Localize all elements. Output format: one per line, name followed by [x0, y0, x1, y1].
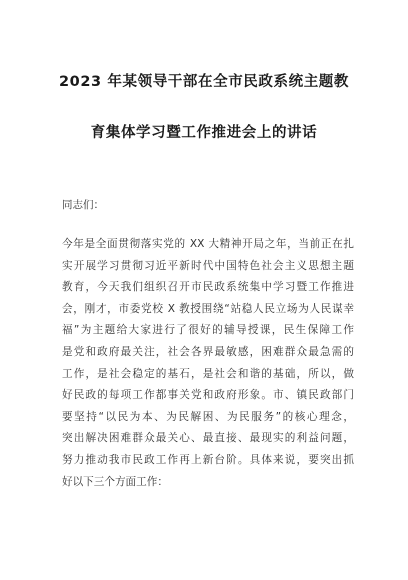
paragraph-line: 教育，今天我们组织召开市民政系统集中学习暨工作推进 [62, 281, 354, 294]
paragraph-line: 好以下三个方面工作： [62, 475, 168, 488]
paragraph-line: 会，刚才，市委党校 X 教授围绕“站稳人民立场为人民谋幸 [62, 302, 354, 315]
document-title-line-2: 育集体学习暨工作推进会上的讲话 [90, 125, 318, 141]
paragraph-line: 实开展学习贯彻习近平新时代中国特色社会主义思想主题 [62, 259, 354, 272]
paragraph-line: 今年是全面贯彻落实党的 XX 大精神开局之年，当前正在扎 [62, 238, 354, 250]
paragraph-line: 要坚持“以民为本、为民解困、为民服务”的核心理念， [62, 410, 354, 423]
paragraph-line: 福”为主题给大家进行了很好的辅导授课，民生保障工作 [62, 324, 354, 337]
greeting: 同志们： [62, 199, 104, 211]
body-paragraph [62, 234, 354, 493]
document-title-line-1: 2023 年某领导干部在全市民政系统主题教 [58, 74, 349, 90]
paragraph-line: 努力推动我市民政工作再上新台阶。具体来说，要突出抓 [62, 453, 354, 466]
paragraph-line: 是党和政府最关注，社会各界最敏感，困难群众最急需的 [62, 345, 354, 358]
paragraph-line: 工作，是社会稳定的基石，是社会和谐的基础，所以，做 [62, 367, 354, 380]
paragraph-line: 好民政的每项工作都事关党和政府形象。市、镇民政部门 [62, 389, 354, 402]
paragraph-line: 突出解决困难群众最关心、最直接、最现实的利益问题， [62, 432, 354, 445]
